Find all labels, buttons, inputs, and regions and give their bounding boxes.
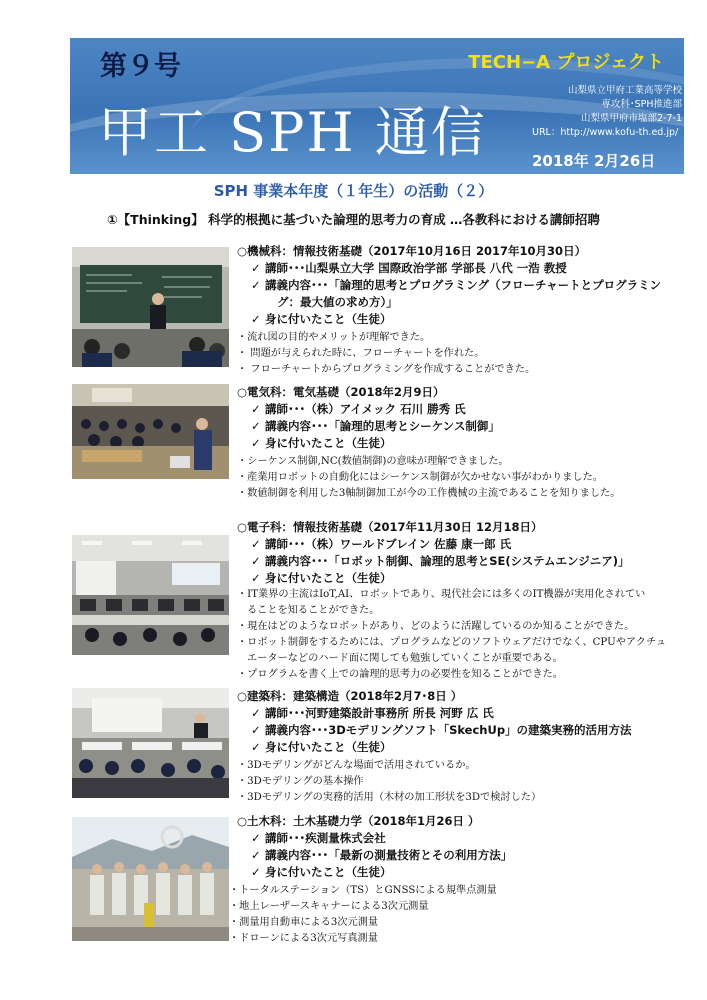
result-item: ・シーケンス制御,NC(数値制御)の意味が理解できました。 xyxy=(237,456,509,467)
result-item: ・3Dモデリングの基本操作 xyxy=(237,776,364,787)
check-icon: ✓ xyxy=(251,537,261,551)
result-item-continued: ることを知ることができた。 xyxy=(247,605,380,616)
learned-text: 身に付いたこと（生徒） xyxy=(265,740,392,754)
check-icon: ✓ xyxy=(251,312,261,326)
result-item-continued: エーターなどのハード面に関しても勉強していくことが重要である。 xyxy=(247,653,563,664)
issue-number: 第９号 xyxy=(100,51,181,82)
lecturer-line xyxy=(237,705,692,722)
result-item: ・ロボット制御をするためには、プログラムなどのソフトウェアだけでなく、CPUやアクチュ xyxy=(237,637,667,648)
learned-line xyxy=(237,864,692,881)
project-name: TECH−A プロジェクト xyxy=(468,52,664,73)
learned-line xyxy=(237,739,692,756)
section-civil xyxy=(72,813,692,953)
lecturer-line xyxy=(237,830,692,847)
article-subhead: ①【Thinking】 科学的根拠に基づいた論理的思考力の育成 …各教科における講師招聘 xyxy=(107,212,600,227)
check-icon: ✓ xyxy=(251,848,261,862)
check-icon: ✓ xyxy=(251,865,261,879)
masthead-banner xyxy=(70,38,684,174)
classroom-photo xyxy=(72,384,229,479)
result-item: ・IT業界の主流はIoT,AI、ロボットであり、現代社会には多くのIT機器が実用化されてい xyxy=(237,589,646,600)
school-address: 山梨県甲府市塩部2-7-1 xyxy=(581,113,682,124)
content-text: 講義内容･･･「ロボット制御、論理的思考とSE(システムエンジニア)」 xyxy=(265,554,630,568)
learned-line xyxy=(237,311,692,328)
results-list xyxy=(237,758,541,806)
results-list xyxy=(229,883,497,947)
section-electronics xyxy=(72,519,692,684)
check-icon: ✓ xyxy=(251,740,261,754)
content-text: 講義内容･･･「論理的思考とプログラミング（フローチャートとプログラミン xyxy=(265,278,662,292)
classroom-photo xyxy=(72,247,229,367)
learned-text: 身に付いたこと（生徒） xyxy=(265,865,392,879)
content-line-continued: グ：最大値の求め方）」 xyxy=(277,295,398,309)
section-content xyxy=(237,813,692,881)
content-line xyxy=(237,553,692,570)
lecturer-text: 講師･･･（株）アイメック 石川 勝秀 氏 xyxy=(265,402,466,416)
result-item: ・プログラムを書く上での論理的思考力の必要性を知ることができた。 xyxy=(237,669,563,680)
lecturer-text: 講師･･･山梨県立大学 国際政治学部 学部長 八代 一浩 教授 xyxy=(265,261,567,275)
result-item: ・現在はどのようなロボットがあり、どのように活躍しているのか知ることができた。 xyxy=(237,621,635,632)
result-item: ・地上レーザースキャナーによる3次元測量 xyxy=(229,901,429,912)
section-architecture xyxy=(72,688,692,806)
check-icon: ✓ xyxy=(251,419,261,433)
section-content xyxy=(237,519,692,587)
result-item: ・ 問題が与えられた時に、フローチャートを作れた。 xyxy=(237,348,485,359)
lecturer-text: 講師･･･疾測量株式会社 xyxy=(265,831,386,845)
section-electrical xyxy=(72,384,692,504)
learned-text: 身に付いたこと（生徒） xyxy=(265,312,392,326)
result-item: ・トータルステーション（TS）とGNSSによる規準点測量 xyxy=(229,885,497,896)
check-icon: ✓ xyxy=(251,402,261,416)
dept-heading: ○機械科：情報技術基礎（2017年10月16日 2017年10月30日） xyxy=(237,244,587,258)
dept-heading: ○建築科：建築構造（2018年2月7･8日 ） xyxy=(237,689,463,703)
content-line xyxy=(237,418,692,435)
learned-text: 身に付いたこと（生徒） xyxy=(265,436,392,450)
result-item: ・ドローンによる3次元写真測量 xyxy=(229,933,378,944)
result-item: ・3Dモデリングがどんな場面で活用されているか。 xyxy=(237,760,476,771)
result-item: ・産業用ロボットの自動化にはシーケンス制御が欠かせない事がわかりました。 xyxy=(237,472,603,483)
check-icon: ✓ xyxy=(251,571,261,585)
section-mechanical xyxy=(72,243,692,378)
check-icon: ✓ xyxy=(251,554,261,568)
results-list xyxy=(237,330,535,378)
school-url[interactable]: URL：http://www.kofu-th.ed.jp/ xyxy=(532,127,679,138)
newsletter-title: 甲工 SPH 通信 xyxy=(98,101,487,164)
content-line xyxy=(237,722,692,739)
result-item: ・測量用自動車による3次元測量 xyxy=(229,917,379,928)
check-icon: ✓ xyxy=(251,706,261,720)
results-list xyxy=(237,454,620,502)
check-icon: ✓ xyxy=(251,278,261,292)
learned-line xyxy=(237,570,692,587)
check-icon: ✓ xyxy=(251,723,261,737)
content-text: 講義内容･･･「最新の測量技術とその利用方法」 xyxy=(265,848,513,862)
section-content xyxy=(237,384,692,452)
section-content xyxy=(237,243,692,328)
lecturer-line xyxy=(237,536,692,553)
check-icon: ✓ xyxy=(251,436,261,450)
result-item: ・3Dモデリングの実務的活用（木材の加工形状を3Dで検討した） xyxy=(237,792,542,803)
content-line xyxy=(237,277,692,294)
results-list xyxy=(237,587,666,683)
lecturer-line xyxy=(237,401,692,418)
surveying-photo xyxy=(72,817,229,941)
article-headline: SPH 事業本年度（１年生）の活動（２） xyxy=(213,182,494,200)
learned-text: 身に付いたこと（生徒） xyxy=(265,571,392,585)
content-line xyxy=(237,847,692,864)
school-info xyxy=(532,84,682,140)
result-item: ・数値制御を利用した3軸制御加工が今の工作機械の主流であることを知りました。 xyxy=(237,488,621,499)
lecturer-text: 講師･･･河野建築設計事務所 所長 河野 広 氏 xyxy=(265,706,494,720)
result-item: ・流れ図の目的やメリットが理解できた。 xyxy=(237,332,431,343)
check-icon: ✓ xyxy=(251,261,261,275)
content-text: 講義内容･･･「論理的思考とシーケンス制御」 xyxy=(265,419,500,433)
dept-heading: ○電気科：電気基礎（2018年2月9日） xyxy=(237,385,445,399)
lecturer-text: 講師･･･（株）ワールドブレイン 佐藤 康一郎 氏 xyxy=(265,537,512,551)
content-text: 講義内容･･･3Dモデリングソフト「SkechUp」の建築実務的活用方法 xyxy=(265,723,632,737)
dept-heading: ○土木科：土木基礎力学（2018年1月26日 ） xyxy=(237,814,480,828)
issue-date: 2018年 2月26日 xyxy=(532,152,656,170)
classroom-photo xyxy=(72,688,229,798)
school-department: 専攻科･SPH推進部 xyxy=(601,99,682,110)
learned-line xyxy=(237,435,692,452)
computer-lab-photo xyxy=(72,535,229,655)
school-name: 山梨県立甲府工業高等学校 xyxy=(567,85,682,96)
section-content xyxy=(237,688,692,756)
result-item: ・ フローチャートからプログラミングを作成することができた。 xyxy=(237,364,536,375)
check-icon: ✓ xyxy=(251,831,261,845)
dept-heading: ○電子科：情報技術基礎（2017年11月30日 12月18日） xyxy=(237,520,543,534)
lecturer-line xyxy=(237,260,692,277)
